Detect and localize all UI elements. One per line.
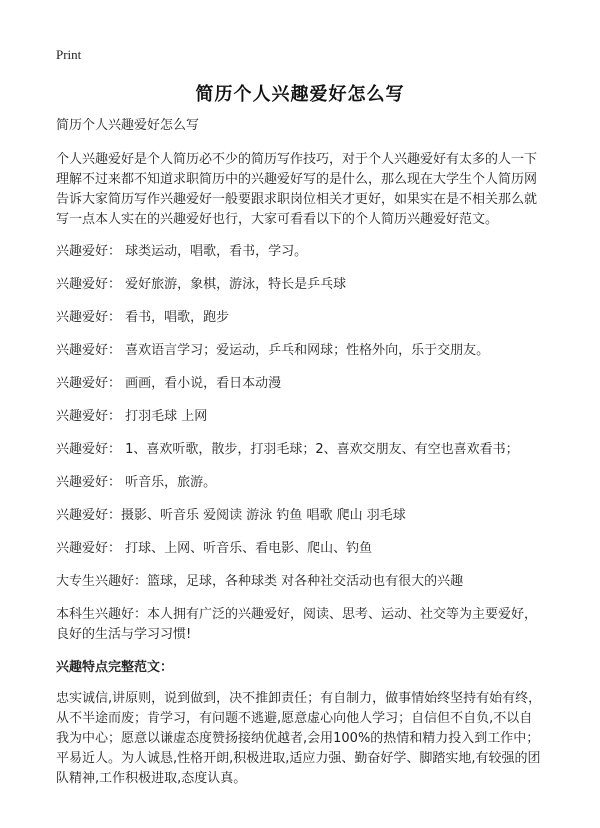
section-heading: 兴趣特点完整范文： xyxy=(56,660,174,675)
hobby-example-8: 兴趣爱好： 听音乐，旅游。 xyxy=(56,475,217,490)
hobby-example-1: 兴趣爱好： 球类运动，唱歌，看书，学习。 xyxy=(56,244,308,259)
hobby-example-10: 兴趣爱好： 打球、上网、听音乐、看电影、爬山、钓鱼 xyxy=(56,541,373,556)
intro-paragraph: 个人兴趣爱好是个人简历必不少的简历写作技巧，对于个人兴趣爱好有太多的人一下理解不过来都不知道求职简历中的兴趣爱好写的是什么，那么现在大学生个人简历网告诉大家简历写作兴趣爱好一般要跟求职岗位相关才更好，如果实在是不相关那么就写一点本人实在的兴趣爱好也行，大家可看看以下的个人简历兴趣爱好范文。 xyxy=(56,152,538,227)
print-link[interactable]: Print xyxy=(56,47,82,62)
hobby-example-5: 兴趣爱好： 画画，看小说，看日本动漫 xyxy=(56,376,282,391)
hobby-example-college: 大专生兴趣好：篮球，足球，各种球类 对各种社交活动也有很大的兴趣 xyxy=(56,574,464,589)
hobby-example-9: 兴趣爱好：摄影、听音乐 爱阅读 游泳 钓鱼 唱歌 爬山 羽毛球 xyxy=(56,508,406,523)
hobby-example-2: 兴趣爱好： 爱好旅游，象棋，游泳，特长是乒乓球 xyxy=(56,277,347,292)
sample-paragraph: 忠实诚信,讲原则，说到做到，决不推卸责任；有自制力，做事情始终坚持有始有终，从不半途而废；肯学习，有问题不逃避,愿意虚心向他人学习；自信但不自负,不以自我为中心；愿意以谦虚态度赞扬接纳优越者,会用100%的热情和精力投入到工作中；平易近人。为人诚恳,性格开朗,积极进取,适应力强、勤奋好学、脚踏实地,有较强的团队精神,工作积极进取,态度认真。 xyxy=(56,691,542,786)
article-subtitle: 简历个人兴趣爱好怎么写 xyxy=(56,118,200,133)
page-title: 简历个人兴趣爱好怎么写 xyxy=(195,84,405,105)
hobby-example-7: 兴趣爱好： 1、喜欢听歌，散步，打羽毛球；2、喜欢交朋友、有空也喜欢看书； xyxy=(56,442,519,457)
hobby-example-3: 兴趣爱好： 看书，唱歌，跑步 xyxy=(56,310,230,325)
hobby-example-4: 兴趣爱好： 喜欢语言学习；爱运动，乒乓和网球；性格外向，乐于交朋友。 xyxy=(56,343,490,358)
hobby-example-6: 兴趣爱好： 打羽毛球 上网 xyxy=(56,409,208,424)
article-content xyxy=(56,116,544,789)
hobby-example-undergrad: 本科生兴趣好：本人拥有广泛的兴趣爱好，阅读、思考、运动、社交等为主要爱好，良好的生活与学习习惯! xyxy=(56,607,538,642)
